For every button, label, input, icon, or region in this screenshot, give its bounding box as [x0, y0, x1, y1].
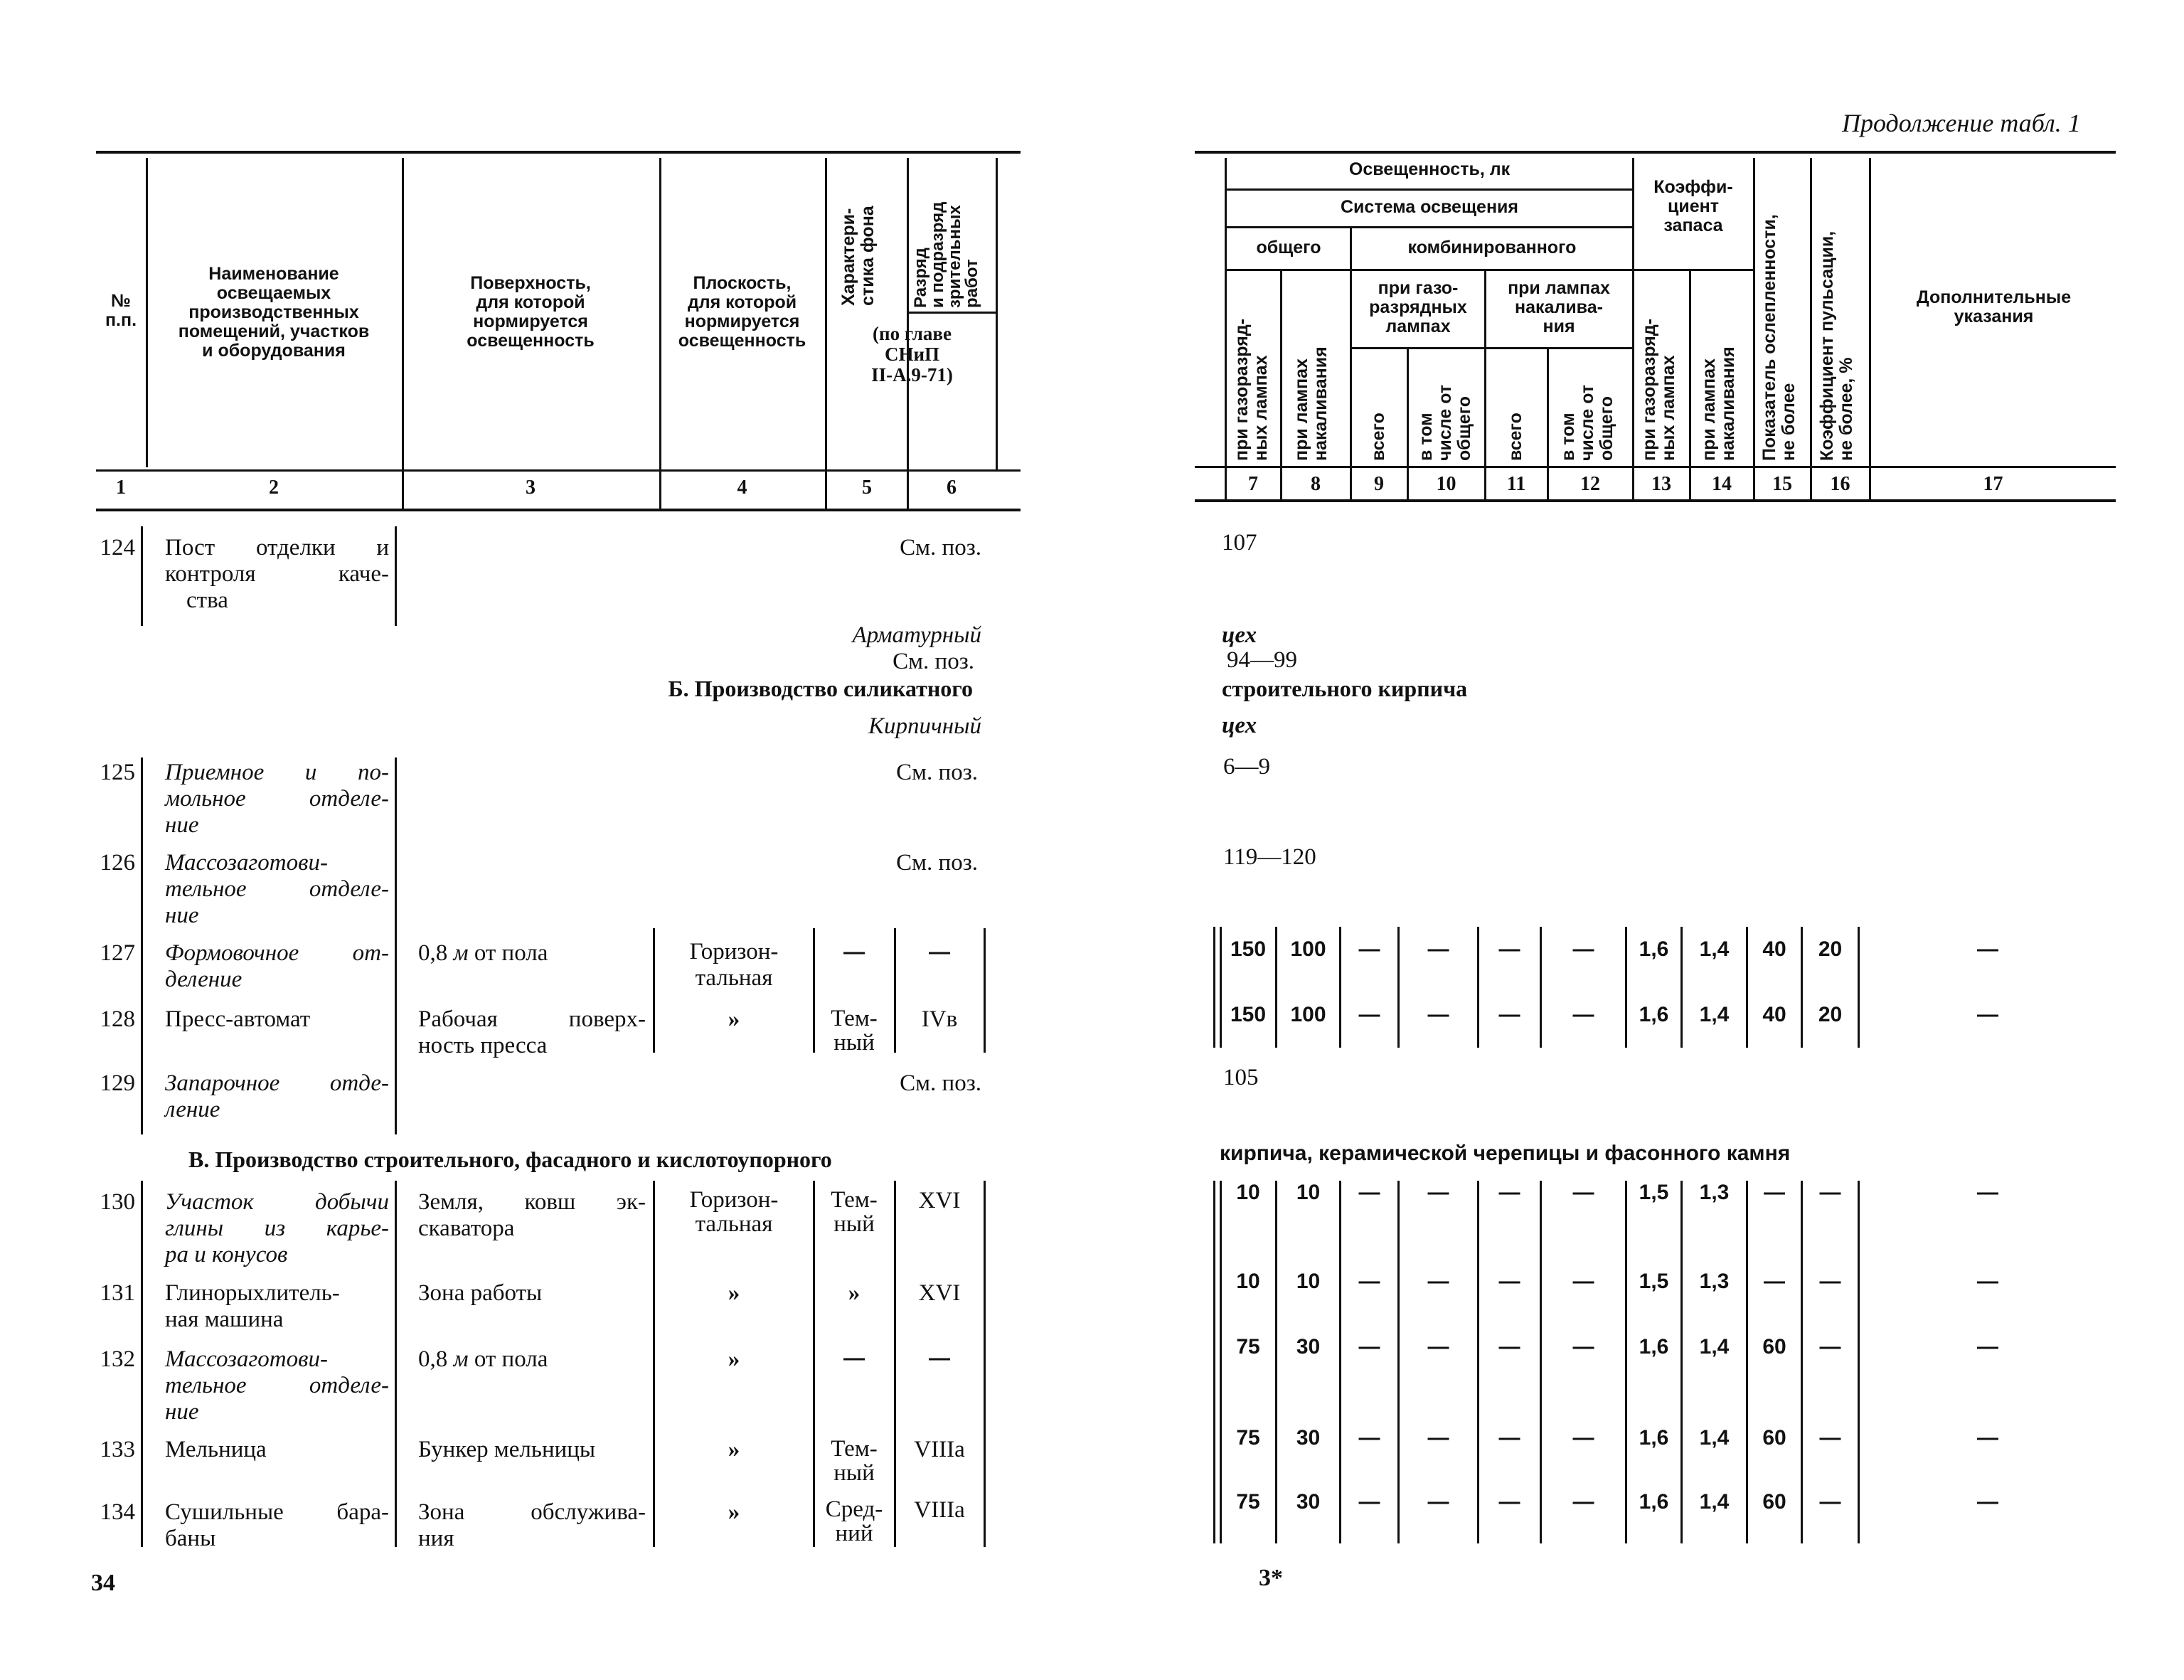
value-133-col-13: 1,6	[1639, 1426, 1669, 1450]
row-133-no: 133	[100, 1437, 135, 1462]
value-131-col-10: —	[1427, 1270, 1449, 1293]
continuation-caption: Продолжение табл. 1	[1842, 109, 2081, 137]
value-127-col-12: —	[1572, 937, 1594, 961]
value-133-col-9: —	[1358, 1426, 1380, 1450]
row-133-cat: VIIIа	[914, 1437, 965, 1462]
row-134-surface: Зона обслужива- ния	[418, 1499, 646, 1551]
row-133-bg: Тем- ный	[831, 1436, 878, 1486]
header-rot-10: в том числе от общего	[1416, 384, 1474, 461]
value-130-col-13: 1,5	[1639, 1181, 1669, 1204]
value-127-col-16: 20	[1818, 937, 1843, 961]
row-133-surface: Бункер мельницы	[418, 1437, 596, 1462]
value-131-col-15: —	[1764, 1270, 1785, 1293]
kirpichny-label: Кирпичный	[868, 713, 981, 739]
value-133-col-10: —	[1427, 1426, 1449, 1450]
row-132-name: Массозаготови- тельное отделе- ние	[165, 1346, 389, 1425]
header-rot-14: при лампах накаливания	[1699, 346, 1738, 461]
col-num-12: 12	[1580, 473, 1600, 495]
value-128-col-9: —	[1358, 1003, 1380, 1026]
row-126-name: Массозаготови- тельное отделе- ние	[165, 850, 389, 928]
value-134-col-9: —	[1358, 1490, 1380, 1514]
row-134-cat: VIIIа	[914, 1497, 965, 1523]
row-130-cat: XVI	[918, 1188, 961, 1213]
row-131-surface: Зона работы	[418, 1280, 543, 1306]
row-128-no: 128	[100, 1006, 135, 1032]
value-134-col-15: 60	[1762, 1490, 1786, 1514]
header-snip-note: (по главе СНиП II-А.9-71)	[871, 323, 953, 386]
value-130-col-14: 1,3	[1699, 1181, 1730, 1204]
value-132-col-8: 30	[1296, 1335, 1321, 1359]
value-128-col-17: —	[1977, 1003, 1998, 1026]
value-130-col-8: 10	[1296, 1181, 1321, 1204]
row-132-surface: 0,8 м от пола	[418, 1346, 548, 1372]
value-133-col-16: —	[1819, 1426, 1841, 1450]
header-additional: Дополнительные указания	[1916, 287, 2072, 326]
row-124-no: 124	[100, 535, 135, 560]
value-127-col-9: —	[1358, 937, 1380, 961]
row-131-plane: »	[728, 1280, 740, 1306]
value-131-col-12: —	[1572, 1270, 1594, 1293]
col-num-7: 7	[1248, 473, 1258, 495]
row-128-name: Пресс-автомат	[165, 1006, 311, 1032]
col-num-1: 1	[116, 477, 126, 499]
value-133-col-14: 1,4	[1699, 1426, 1730, 1450]
header-rot-15: Показатель ослепленности, не более	[1759, 214, 1799, 461]
row-126-ref-right: 119—120	[1223, 844, 1316, 870]
row-125-ref: См. поз.	[896, 760, 978, 785]
row-127-cat: —	[929, 940, 950, 964]
header-category: Разряд и подразряд зрительных работ	[911, 201, 981, 308]
row-129-name: Запарочное отде- ление	[165, 1070, 389, 1122]
col-num-15: 15	[1772, 473, 1792, 495]
header-rot-9: всего	[1368, 413, 1388, 461]
row-128-cat: IVв	[921, 1006, 958, 1032]
row-127-bg: —	[843, 940, 865, 964]
row-128-bg: Тем- ный	[831, 1006, 878, 1056]
value-132-col-13: 1,6	[1639, 1335, 1669, 1359]
value-127-col-7: 150	[1230, 937, 1267, 961]
value-131-col-8: 10	[1296, 1270, 1321, 1293]
row-132-plane: »	[728, 1346, 740, 1372]
row-127-plane: Горизон- тальная	[689, 939, 779, 991]
value-127-col-15: 40	[1762, 937, 1786, 961]
value-133-col-12: —	[1572, 1426, 1594, 1450]
value-128-col-10: —	[1427, 1003, 1449, 1026]
col-num-13: 13	[1651, 473, 1671, 495]
row-125-ref-right: 6—9	[1223, 754, 1270, 780]
value-128-col-15: 40	[1762, 1003, 1786, 1026]
value-134-col-10: —	[1427, 1490, 1449, 1514]
row-132-cat: —	[929, 1346, 950, 1370]
value-134-col-8: 30	[1296, 1490, 1321, 1514]
value-132-col-14: 1,4	[1699, 1335, 1730, 1359]
row-128-plane: »	[728, 1006, 740, 1032]
value-134-col-11: —	[1498, 1490, 1520, 1514]
value-131-col-9: —	[1358, 1270, 1380, 1293]
value-133-col-17: —	[1977, 1426, 1998, 1450]
row-126-ref: См. поз.	[896, 850, 978, 876]
header-illuminance: Освещенность, лк	[1348, 159, 1511, 179]
row-125-name: Приемное и по- мольное отделе- ние	[165, 760, 389, 838]
row-129-ref-right: 105	[1223, 1065, 1259, 1090]
value-130-col-9: —	[1358, 1181, 1380, 1204]
col-num-16: 16	[1830, 473, 1850, 495]
value-132-col-10: —	[1427, 1335, 1449, 1359]
armaturny-label: Арматурный	[852, 622, 981, 648]
value-128-col-16: 20	[1818, 1003, 1843, 1026]
value-134-col-16: —	[1819, 1490, 1841, 1514]
row-125-no: 125	[100, 760, 135, 785]
value-131-col-16: —	[1819, 1270, 1841, 1293]
row-134-plane: »	[728, 1499, 740, 1525]
section-b-right: строительного кирпича	[1222, 676, 1468, 701]
col-num-9: 9	[1374, 473, 1384, 495]
row-134-no: 134	[100, 1499, 135, 1525]
value-128-col-11: —	[1498, 1003, 1520, 1026]
value-130-col-16: —	[1819, 1181, 1841, 1204]
value-133-col-7: 75	[1236, 1426, 1260, 1450]
value-128-col-12: —	[1572, 1003, 1594, 1026]
value-130-col-7: 10	[1236, 1181, 1260, 1204]
value-133-col-8: 30	[1296, 1426, 1321, 1450]
row-133-plane: »	[728, 1437, 740, 1462]
header-plane: Плоскость, для которой нормируется освещенность	[678, 273, 806, 351]
col-num-4: 4	[737, 477, 747, 499]
header-name: Наименование освещаемых производственных помещений, участков и оборудования	[178, 264, 370, 361]
col-num-5: 5	[862, 477, 872, 499]
value-130-col-10: —	[1427, 1181, 1449, 1204]
row-127-surface: 0,8 м от пола	[418, 940, 548, 966]
col-num-2: 2	[269, 477, 279, 499]
header-inc-lamps: при лампах накалива- ния	[1508, 278, 1610, 336]
value-130-col-12: —	[1572, 1181, 1594, 1204]
value-134-col-7: 75	[1236, 1490, 1260, 1514]
row-134-bg: Сред- ний	[825, 1496, 883, 1546]
value-130-col-11: —	[1498, 1181, 1520, 1204]
row-131-cat: XVI	[918, 1280, 961, 1306]
row-130-name: Участок добычи глины из карье- ра и конусов	[165, 1189, 389, 1267]
row-126-no: 126	[100, 850, 135, 876]
value-134-col-12: —	[1572, 1490, 1594, 1514]
row-129-no: 129	[100, 1070, 135, 1096]
row-132-bg: —	[843, 1346, 865, 1370]
header-surface: Поверхность, для которой нормируется освещенность	[467, 273, 595, 351]
row-130-no: 130	[100, 1189, 135, 1215]
row-124-name-cont: ства	[186, 588, 228, 613]
header-rot-8: при лампах накаливания	[1291, 346, 1331, 461]
header-combined: комбинированного	[1407, 238, 1577, 257]
value-127-col-10: —	[1427, 937, 1449, 961]
row-131-name: Глинорыхлитель- ная машина	[165, 1280, 340, 1332]
row-127-no: 127	[100, 940, 135, 966]
value-131-col-7: 10	[1236, 1270, 1260, 1293]
header-gas-lamps: при газо- разрядных лампах	[1369, 278, 1467, 336]
row-124-name: Пост отделки и контроля каче-	[165, 535, 389, 587]
value-134-col-14: 1,4	[1699, 1490, 1730, 1514]
value-134-col-13: 1,6	[1639, 1490, 1669, 1514]
armaturny-ref: См. поз.	[893, 649, 974, 674]
section-b-left: Б. Производство силикатного	[668, 676, 973, 701]
value-133-col-15: 60	[1762, 1426, 1786, 1450]
value-128-col-8: 100	[1290, 1003, 1326, 1026]
col-num-17: 17	[1983, 473, 2003, 495]
value-127-col-8: 100	[1290, 937, 1326, 961]
value-127-col-17: —	[1977, 937, 1998, 961]
page-number-left: 34	[91, 1570, 115, 1596]
value-130-col-15: —	[1764, 1181, 1785, 1204]
header-no: № п.п.	[105, 291, 137, 330]
value-127-col-14: 1,4	[1699, 937, 1730, 961]
header-coef: Коэффи- циент запаса	[1653, 177, 1733, 235]
value-132-col-16: —	[1819, 1335, 1841, 1359]
kirpichny-label-right: цех	[1222, 713, 1257, 738]
header-rot-11: всего	[1506, 413, 1525, 461]
value-130-col-17: —	[1977, 1181, 1998, 1204]
col-num-11: 11	[1506, 473, 1526, 495]
value-131-col-11: —	[1498, 1270, 1520, 1293]
page-number-right: 3*	[1259, 1565, 1283, 1591]
armaturny-ref-right: 94—99	[1227, 647, 1297, 673]
row-130-surface: Земля, ковш эк- скаватора	[418, 1189, 646, 1241]
value-131-col-13: 1,5	[1639, 1270, 1669, 1293]
value-128-col-7: 150	[1230, 1003, 1267, 1026]
section-v-left: В. Производство строительного, фасадного и кислотоупорного	[188, 1147, 832, 1172]
value-134-col-17: —	[1977, 1490, 1998, 1514]
value-132-col-15: 60	[1762, 1335, 1786, 1359]
value-132-col-7: 75	[1236, 1335, 1260, 1359]
value-132-col-9: —	[1358, 1335, 1380, 1359]
row-127-name: Формовочное от- деление	[165, 940, 389, 992]
section-v-right: кирпича, керамической черепицы и фасонного камня	[1220, 1142, 1791, 1165]
header-rot-7: при газоразряд- ных лампах	[1232, 318, 1271, 461]
col-num-8: 8	[1311, 473, 1321, 495]
row-132-no: 132	[100, 1346, 135, 1372]
value-127-col-13: 1,6	[1639, 937, 1669, 961]
row-131-bg: »	[848, 1280, 861, 1306]
value-132-col-11: —	[1498, 1335, 1520, 1359]
armaturny-label-right: цех	[1222, 622, 1257, 648]
row-129-ref: См. поз.	[900, 1070, 981, 1096]
header-general: общего	[1256, 238, 1321, 257]
col-num-10: 10	[1436, 473, 1456, 495]
row-133-name: Мельница	[165, 1437, 267, 1462]
row-128-surface: Рабочая поверх- ность пресса	[418, 1006, 646, 1058]
header-rot-12: в том числе от общего	[1558, 384, 1616, 461]
header-system: Система освещения	[1341, 197, 1518, 217]
row-134-name: Сушильные бара- баны	[165, 1499, 389, 1551]
value-131-col-14: 1,3	[1699, 1270, 1730, 1293]
row-131-no: 131	[100, 1280, 135, 1306]
row-124-ref-right: 107	[1222, 530, 1257, 555]
value-132-col-17: —	[1977, 1335, 1998, 1359]
value-133-col-11: —	[1498, 1426, 1520, 1450]
row-124-ref: См. поз.	[900, 535, 981, 560]
value-128-col-14: 1,4	[1699, 1003, 1730, 1026]
row-130-bg: Тем- ный	[831, 1187, 878, 1237]
value-128-col-13: 1,6	[1639, 1003, 1669, 1026]
header-rot-13: при газоразряд- ных лампах	[1639, 318, 1678, 461]
header-rot-16: Коэффициент пульсации, не более, %	[1817, 230, 1856, 461]
row-130-plane: Горизон- тальная	[689, 1187, 779, 1237]
col-num-3: 3	[526, 477, 536, 499]
col-num-6: 6	[947, 477, 957, 499]
col-num-14: 14	[1712, 473, 1732, 495]
header-background: Характери- стика фона	[838, 206, 878, 306]
value-131-col-17: —	[1977, 1270, 1998, 1293]
value-132-col-12: —	[1572, 1335, 1594, 1359]
value-127-col-11: —	[1498, 937, 1520, 961]
